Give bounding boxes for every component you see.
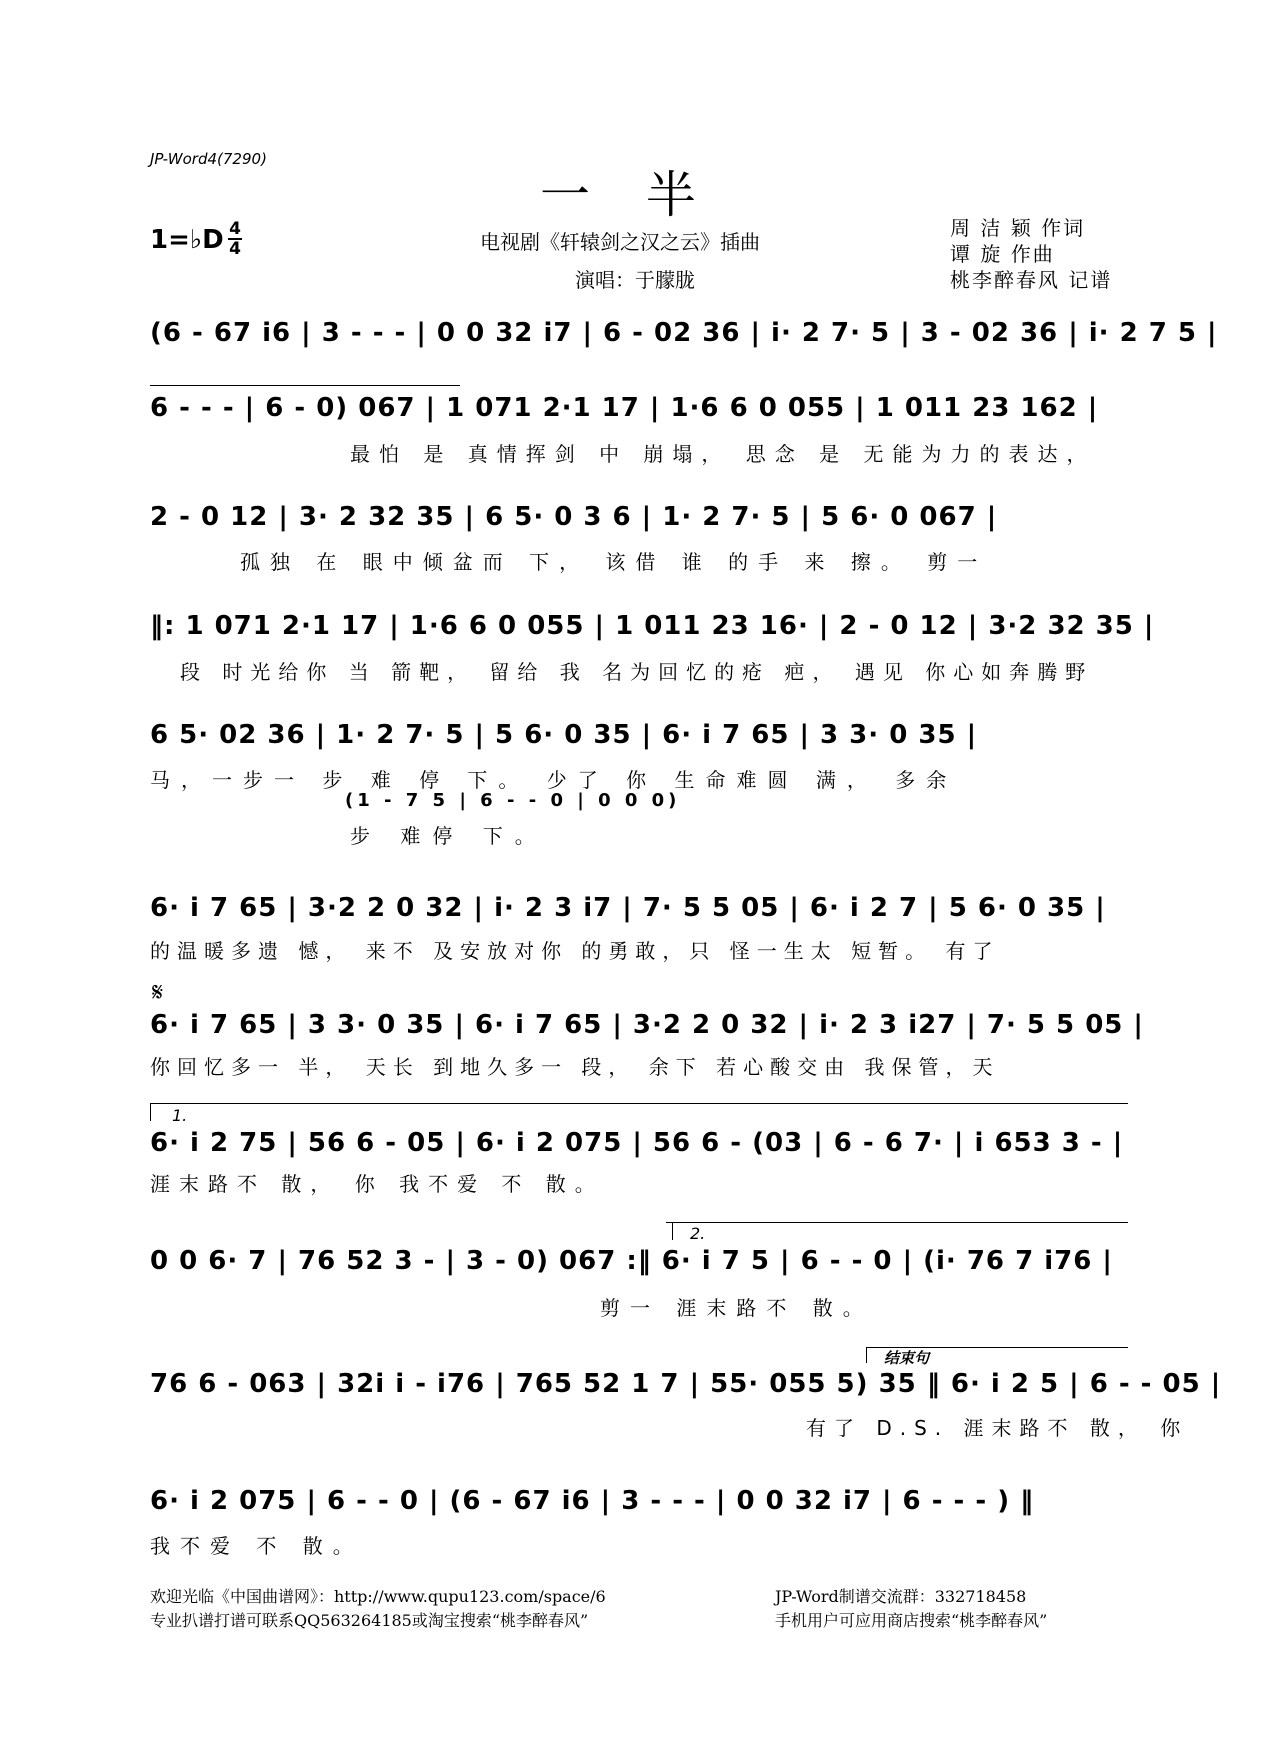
system-1-notes: (6 - 67 i6 | 3 - - - | 0 0 32 i7 | 6 - 02 36 | i· 2 7· 5 | 3 - 02 36 | i· 2 7 5 | [150,318,1218,348]
system-10-lyrics: 有了 D.S. 涯末路不 散， 你 [806,1416,1189,1440]
system-2-lyrics: 最怕 是 真情挥剑 中 崩塌， 思念 是 无能为力的表达， [350,442,1096,466]
volta-2-bracket [666,1222,1128,1223]
watermark: JP-Word4(7290) [150,150,267,168]
tie-arc [150,385,460,386]
ending-label: 结束句 [884,1349,930,1367]
system-5-notes: 6 5· 02 36 | 1· 2 7· 5 | 5 6· 0 35 | 6· i 7 65 | 3 3· 0 35 | [150,720,978,750]
system-11-notes: 6· i 2 075 | 6 - - 0 | (6 - 67 i6 | 3 - - - | 0 0 32 i7 | 6 - - - ) ‖ [150,1486,1035,1516]
system-3-notes: 2 - 0 12 | 3· 2 32 35 | 6 5· 0 3 6 | 1· 2 7· 5 | 5 6· 0 067 | [150,502,998,532]
alternate-lyrics: 步 难停 下。 [350,824,547,848]
time-signature-top: 4 [229,219,241,239]
system-5-lyrics: 马，一步一 步 难 停 下。 少了 你 生命难圆 满， 多余 [150,768,958,792]
footer-group: JP-Word制谱交流群：332718458 [775,1587,1027,1606]
system-6-notes: 6· i 7 65 | 3·2 2 0 32 | i· 2 3 i7 | 7· 5 5 05 | 6· i 2 7 | 5 6· 0 35 | [150,893,1106,923]
volta-2-hook [672,1222,673,1240]
system-10-notes: 76 6 - 063 | 32i i - i76 | 765 52 1 7 | 55· 055 5) 35 ‖ 6· i 2 5 | 6 - - 05 | [150,1369,1222,1399]
system-4-notes: ‖: 1 071 2·1 17 | 1·6 6 0 055 | 1 011 23 16· | 2 - 0 12 | 3·2 32 35 | [150,611,1155,641]
segno-mark: 𝄋 [152,978,164,1008]
subtitle: 电视剧《轩辕剑之汉之云》插曲 [480,230,760,254]
transcriber-credit: 桃李醉春风 记谱 [950,268,1113,292]
system-8-notes: 6· i 2 75 | 56 6 - 05 | 6· i 2 075 | 56 6 - (03 | 6 - 6 7· | i 653 3 - | [150,1128,1124,1158]
system-6-lyrics: 的温暖多遗 憾， 来不 及安放对你 的勇敢，只 怪一生太 短暂。 有了 [150,939,1000,963]
volta-1-label: 1. [172,1106,188,1125]
system-2-notes: 6 - - - | 6 - 0) 067 | 1 071 2·1 17 | 1·6 6 0 055 | 1 011 23 162 | [150,393,1099,423]
ending-hook [866,1347,867,1363]
alternate-notes: (1 - 7 5 | 6 - - 0 | 0 0 0) [345,790,681,811]
volta-2-label: 2. [690,1224,706,1243]
footer-app: 手机用户可应用商店搜索“桃李醉春风” [775,1611,1048,1630]
composer-credit: 谭 旋 作曲 [950,242,1055,266]
system-9-lyrics: 剪一 涯末路不 散。 [600,1296,873,1320]
system-7-lyrics: 你回忆多一 半， 天长 到地久多一 段， 余下 若心酸交由 我保管，天 [150,1055,1000,1079]
key-signature: 1=♭D [150,225,224,255]
system-3-lyrics: 孤独 在 眼中倾盆而 下， 该借 谁 的手 来 擦。 剪一 [240,550,988,574]
footer-site: 欢迎光临《中国曲谱网》：http://www.qupu123.com/space/6 [150,1587,606,1606]
volta-1-bracket [150,1103,1128,1104]
system-7-notes: 6· i 7 65 | 3 3· 0 35 | 6· i 7 65 | 3·2 2 0 32 | i· 2 3 i27 | 7· 5 5 05 | [150,1010,1144,1040]
system-9-notes: 0 0 6· 7 | 76 52 3 - | 3 - 0) 067 :‖ 6· i 7 5 | 6 - - 0 | (i· 76 7 i76 | [150,1246,1113,1276]
time-signature [228,220,242,258]
time-signature-bottom: 4 [229,239,241,259]
lyricist-credit: 周 洁 颖 作词 [950,216,1086,240]
system-4-lyrics: 段 时光给你 当 箭靶， 留给 我 名为回忆的疮 疤， 遇见 你心如奔腾野 [180,660,1094,684]
footer-contact: 专业扒谱打谱可联系QQ563264185或淘宝搜索“桃李醉春风” [150,1611,589,1630]
page-title: 一 半 [540,166,716,224]
system-11-lyrics: 我不爱 不 散。 [150,1534,363,1558]
singer: 演唱：于朦胧 [575,268,695,292]
volta-1-hook [150,1103,151,1121]
system-8-lyrics: 涯末路不 散， 你 我不爱 不 散。 [150,1172,604,1196]
